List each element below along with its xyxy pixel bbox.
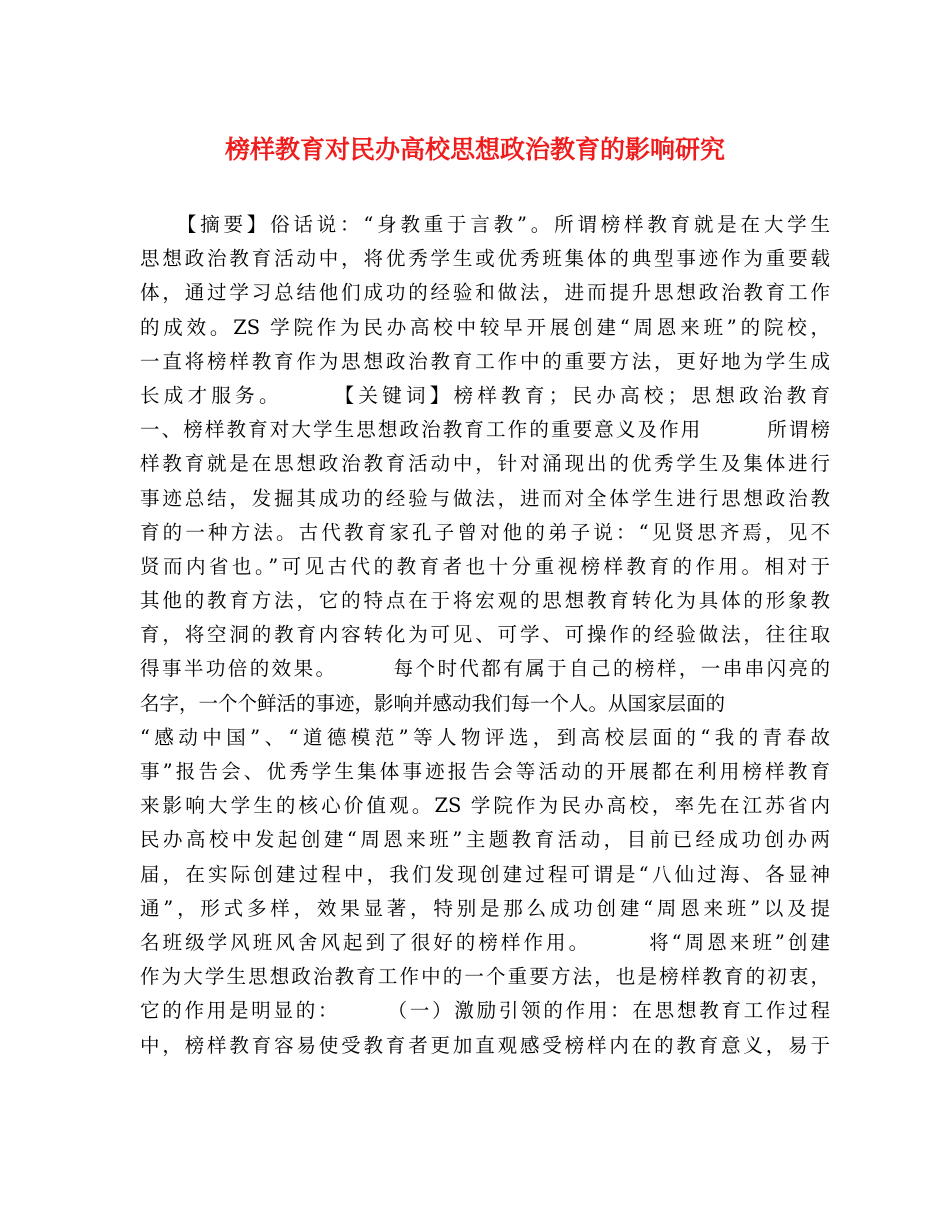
document-title: 榜样教育对民办高校思想政治教育的影响研究 bbox=[224, 135, 725, 164]
text-line: 体，通过学习总结他们成功的经验和做法，进而提升思想政治教育工作 bbox=[140, 281, 830, 305]
text-line: 作为大学生思想政治教育工作中的一个重要方法，也是榜样教育的初衷， bbox=[140, 965, 830, 989]
text-line: 贤而内省也。”可见古代的教育者也十分重视榜样教育的作用。相对于 bbox=[140, 554, 830, 578]
text-line: “感动中国”、“道德模范”等人物评选，到高校层面的“我的青春故 bbox=[140, 725, 830, 749]
text-line: 民办高校中发起创建“周恩来班”主题教育活动，目前已经成功创办两 bbox=[140, 828, 830, 852]
text-line: 长成才服务。 【关键词】榜样教育；民办高校；思想政治教育 bbox=[140, 383, 830, 407]
text-line: 它的作用是明显的： （一）激励引领的作用：在思想教育工作过程 bbox=[140, 999, 830, 1023]
text-line: 一直将榜样教育作为思想政治教育工作中的重要方法，更好地为学生成 bbox=[140, 349, 830, 373]
text-line: 事”报告会、优秀学生集体事迹报告会等活动的开展都在利用榜样教育 bbox=[140, 760, 830, 783]
text-line: 事迹总结，发掘其成功的经验与做法，进而对全体学生进行思想政治教 bbox=[140, 486, 830, 510]
text-line: 中，榜样教育容易使受教育者更加直观感受榜样内在的教育意义，易于 bbox=[140, 1033, 830, 1057]
text-line: 的成效。ZS 学院作为民办高校中较早开展创建“周恩来班”的院校， bbox=[140, 315, 830, 339]
text-line: 其他的教育方法，它的特点在于将宏观的思想教育转化为具体的形象教 bbox=[140, 589, 830, 613]
text-line: 育，将空洞的教育内容转化为可见、可学、可操作的经验做法，往往取 bbox=[140, 623, 830, 647]
text-line: 名字，一个个鲜活的事迹，影响并感动我们每一个人。从国家层面的 bbox=[140, 691, 726, 715]
text-line: 样教育就是在思想政治教育活动中，针对涌现出的优秀学生及集体进行 bbox=[140, 452, 830, 476]
text-line: 【摘要】俗话说：“身教重于言教”。所谓榜样教育就是在大学生 bbox=[140, 213, 830, 236]
text-line: 育的一种方法。古代教育家孔子曾对他的弟子说：“见贤思齐焉，见不 bbox=[140, 520, 830, 544]
text-line: 来影响大学生的核心价值观。ZS 学院作为民办高校，率先在江苏省内 bbox=[140, 794, 830, 818]
text-line: 思想政治教育活动中，将优秀学生或优秀班集体的典型事迹作为重要载 bbox=[140, 247, 830, 271]
text-line: 名班级学风班风舍风起到了很好的榜样作用。 将“周恩来班”创建 bbox=[140, 930, 830, 954]
document-body bbox=[140, 208, 830, 1063]
text-line: 届，在实际创建过程中，我们发现创建过程可谓是“八仙过海、各显神 bbox=[140, 862, 830, 886]
text-line: 一、榜样教育对大学生思想政治教育工作的重要意义及作用 所谓榜 bbox=[140, 418, 830, 442]
text-line: 通”，形式多样，效果显著，特别是那么成功创建“周恩来班”以及提 bbox=[140, 896, 830, 920]
text-line: 得事半功倍的效果。 每个时代都有属于自己的榜样，一串串闪亮的 bbox=[140, 657, 830, 681]
